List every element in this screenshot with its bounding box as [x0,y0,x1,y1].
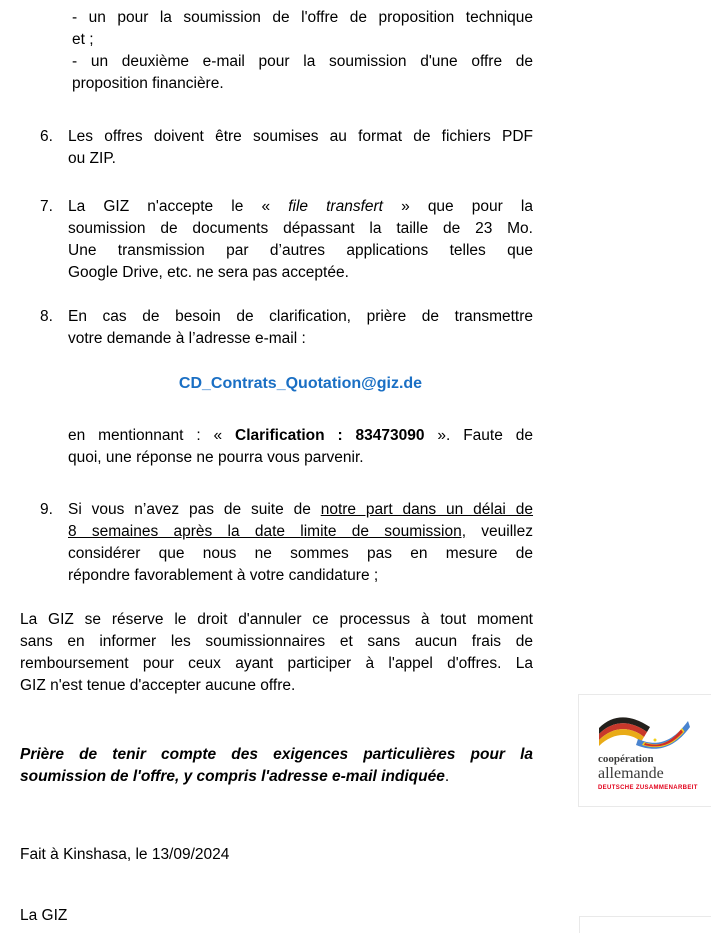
text-line: ou ZIP. [68,150,116,167]
list-number: 9. [40,501,53,518]
text-line: sans en informer les soumissionnaires et sans aucun frais de [20,633,533,650]
text-segment: veuillez [466,523,534,540]
text-segment-underline: notre part dans un délai de [320,501,534,518]
text-line: proposition financière. [72,75,224,92]
text-line: soumission de documents dépassant la taille de 23 Mo. [68,220,533,237]
text-line [68,521,533,543]
text-line [68,499,533,521]
text-segment-underline: 8 semaines après la date limite de soumission, [68,523,467,540]
text-line: Google Drive, etc. ne sera pas acceptée. [68,264,349,281]
logo-text-cooperation: coopération [598,753,654,765]
text-line [20,766,533,788]
text-line: - un deuxième e-mail pour la soumission d'une offre de [72,53,533,70]
german-cooperation-logo-box [578,694,711,807]
text-line: votre demande à l’adresse e-mail : [68,330,306,347]
text-line: et ; [72,31,94,48]
text-line: quoi, une réponse ne pourra vous parvenir. [68,449,364,466]
list-number: 7. [40,198,53,215]
email-line [68,373,533,395]
text-line: - un pour la soumission de l'offre de proposition technique [72,9,533,26]
text-line: répondre favorablement à votre candidature ; [68,567,379,584]
list-item-9 [20,499,533,587]
signature-line: La GIZ [20,907,68,924]
text-line: considérer que nous ne sommes pas en mesure de [68,545,533,562]
text-line [68,425,533,447]
text-segment-bold: Clarification : 83473090 [235,427,425,444]
text-segment: ». Faute de [424,427,533,444]
text-line: GIZ n'est tenue d'accepter aucune offre. [20,677,296,694]
list-item-6 [20,126,533,170]
text-line: Une transmission par d’autres applications telles que [68,242,533,259]
text-segment: en mentionnant : « [68,427,236,444]
german-cooperation-logo [598,715,698,792]
text-segment-italic: file transfert [288,198,383,215]
text-line: La GIZ se réserve le droit d'annuler ce processus à tout moment [20,611,533,628]
partial-logo-box [579,916,711,933]
place-date-line: Fait à Kinshasa, le 13/09/2024 [20,846,230,863]
text-segment: » que pour la [382,198,533,215]
list-number: 8. [40,308,53,325]
text-segment: Si vous n’avez pas de suite de [68,501,321,518]
document-body [20,7,533,927]
text-line: En cas de besoin de clarification, prière de transmettre [68,308,533,325]
logo-text-allemande: allemande [598,765,664,782]
text-line [68,196,533,218]
logo-subtitle-deutsche-zusammenarbeit: DEUTSCHE ZUSAMMENARBEIT [598,785,698,791]
text-line: Prière de tenir compte des exigences particulières pour la [20,746,533,763]
email-instructions-block [72,7,533,95]
special-requirements-notice [20,744,533,788]
text-line: remboursement pour ceux ayant participer à l'appel d'offres. La [20,655,533,672]
cancellation-paragraph [20,609,533,697]
text-segment-bold-italic: soumission de l'offre, y compris l'adresse e-mail indiquée [20,768,445,785]
list-item-8 [20,306,533,469]
text-line: Les offres doivent être soumises au format de fichiers PDF [68,128,533,145]
list-item-7 [20,196,533,284]
text-segment: La GIZ n'accepte le « [68,198,289,215]
germany-drc-flags-ribbon-icon [598,715,691,751]
clarification-email-link[interactable]: CD_Contrats_Quotation@giz.de [178,375,423,392]
text-segment: . [444,768,450,785]
list-number: 6. [40,128,53,145]
